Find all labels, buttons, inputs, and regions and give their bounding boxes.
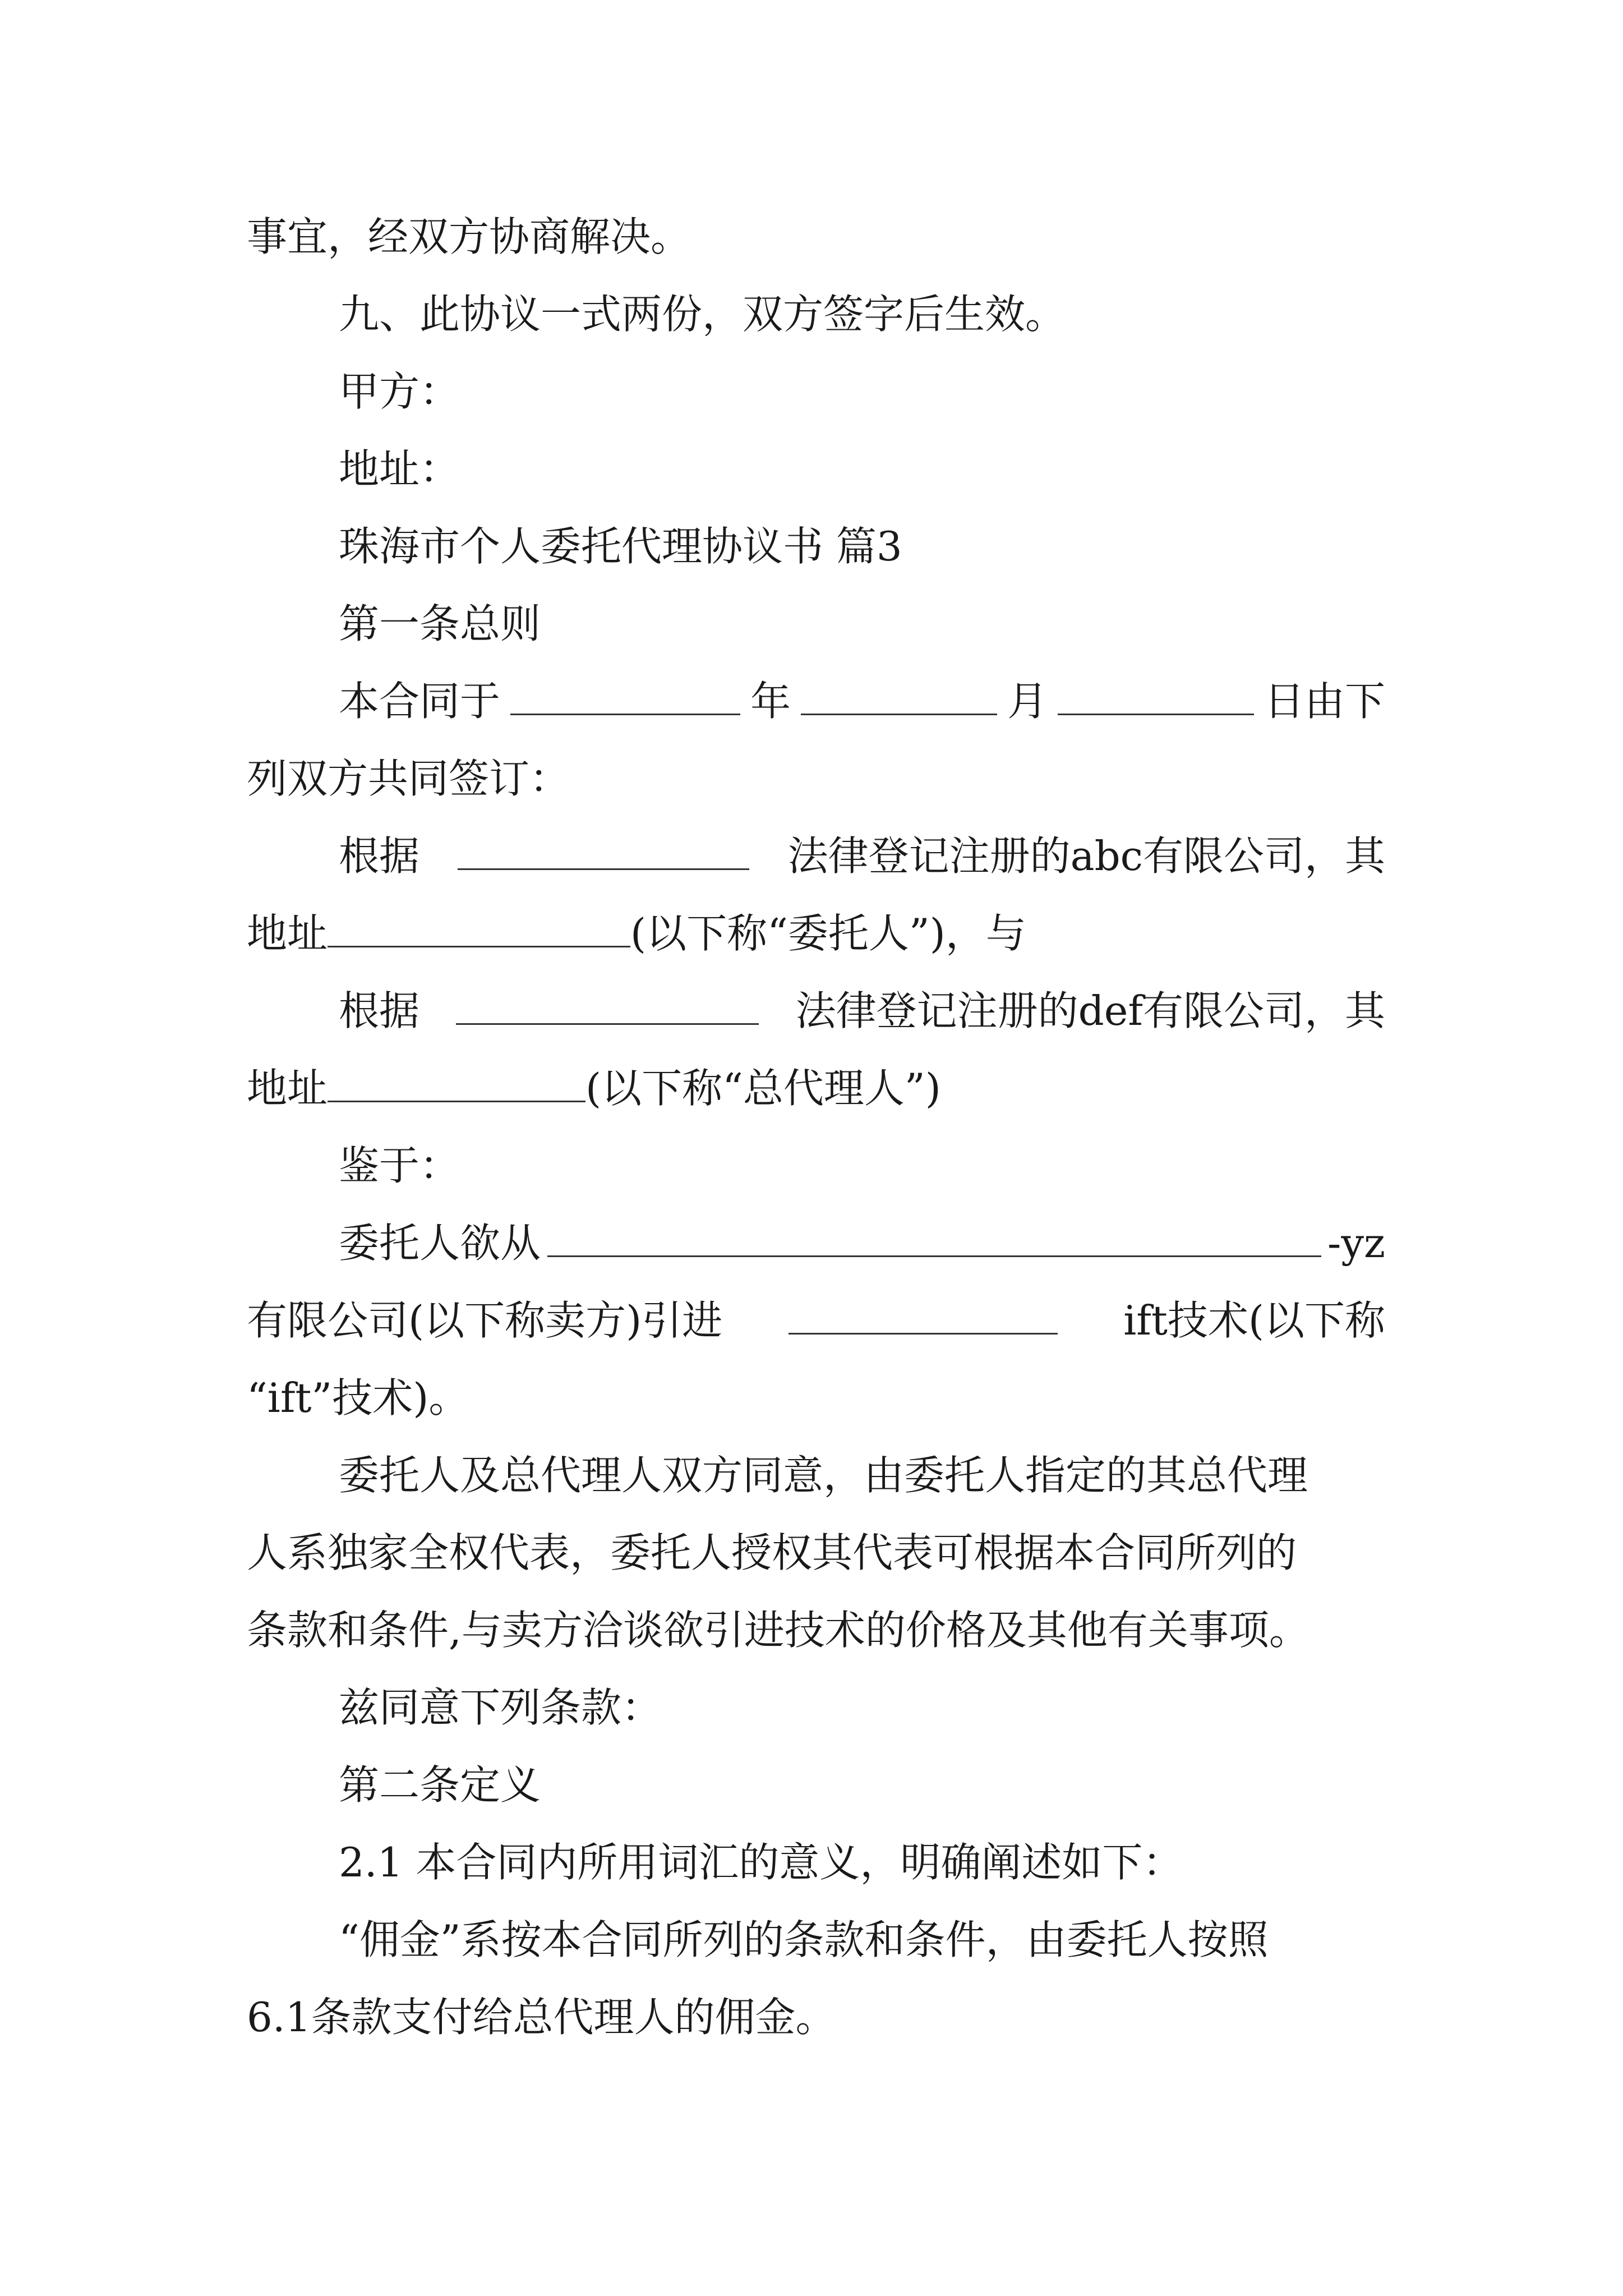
- text-line: 6.1条款支付给总代理人的佣金。: [247, 1994, 836, 2041]
- text-segment: 根据: [339, 987, 420, 1034]
- whereas-label: 鉴于：: [339, 1142, 460, 1189]
- blank-line: [328, 913, 630, 947]
- principal-line: [339, 832, 1385, 880]
- text-line: 列双方共同签订：: [247, 755, 570, 802]
- blank-line: [328, 1068, 585, 1102]
- text-segment: 年: [750, 678, 791, 725]
- text-segment: -yz: [1327, 1220, 1385, 1267]
- blank-line: [801, 681, 997, 715]
- principal-address-line: [247, 910, 1385, 957]
- text-line: 条款和条件,与卖方洽谈欲引进技术的价格及其他有关事项。: [247, 1607, 1310, 1654]
- agent-line: [339, 987, 1385, 1034]
- blank-line: [789, 1300, 1058, 1335]
- blank-line: [510, 681, 740, 715]
- text-segment: 地址: [247, 910, 328, 957]
- blank-line: [456, 991, 759, 1025]
- text-segment: ift技术(以下称: [1123, 1297, 1385, 1344]
- text-segment: 地址: [247, 1065, 328, 1112]
- text-segment: 日由下: [1264, 678, 1385, 725]
- text-line: 委托人及总代理人双方同意，由委托人指定的其总代理: [339, 1452, 1308, 1499]
- text-segment: (以下称“委托人”)，与: [630, 910, 1026, 957]
- text-segment: 月: [1007, 678, 1048, 725]
- seller-line: [339, 1220, 1385, 1267]
- text-line: “ift”技术)。: [247, 1374, 469, 1421]
- blank-line: [458, 836, 749, 870]
- article-one-heading: 第一条总则: [339, 600, 541, 647]
- address-label: 地址：: [339, 445, 460, 493]
- blank-line: [547, 1223, 1321, 1257]
- text-segment: 有限公司(以下称卖方)引进: [247, 1297, 723, 1344]
- section-heading: 珠海市个人委托代理协议书 篇3: [339, 523, 902, 570]
- text-segment: (以下称“总代理人”): [585, 1065, 941, 1112]
- agent-address-line: [247, 1065, 1385, 1112]
- date-line: [339, 678, 1385, 725]
- text-segment: 法律登记注册的def有限公司，其: [795, 987, 1385, 1034]
- text-line: 2.1 本合同内所用词汇的意义，明确阐述如下：: [339, 1839, 1183, 1886]
- text-line: 兹同意下列条款：: [339, 1684, 662, 1731]
- text-line: 人系独家全权代表，委托人授权其代表可根据本合同所列的: [247, 1529, 1297, 1576]
- text-line: “佣金”系按本合同所列的条款和条件，由委托人按照: [339, 1916, 1269, 1963]
- text-segment: 本合同于: [339, 678, 501, 725]
- technology-line: [247, 1297, 1385, 1344]
- text-segment: 法律登记注册的abc有限公司，其: [787, 832, 1385, 880]
- article-two-heading: 第二条定义: [339, 1761, 541, 1809]
- text-segment: 根据: [339, 832, 420, 880]
- text-segment: 委托人欲从: [339, 1220, 541, 1267]
- text-line: 事宜，经双方协商解决。: [247, 213, 691, 260]
- blank-line: [1058, 681, 1254, 715]
- clause-nine: 九、此协议一式两份，双方签字后生效。: [339, 291, 1066, 338]
- party-a-label: 甲方：: [339, 368, 460, 415]
